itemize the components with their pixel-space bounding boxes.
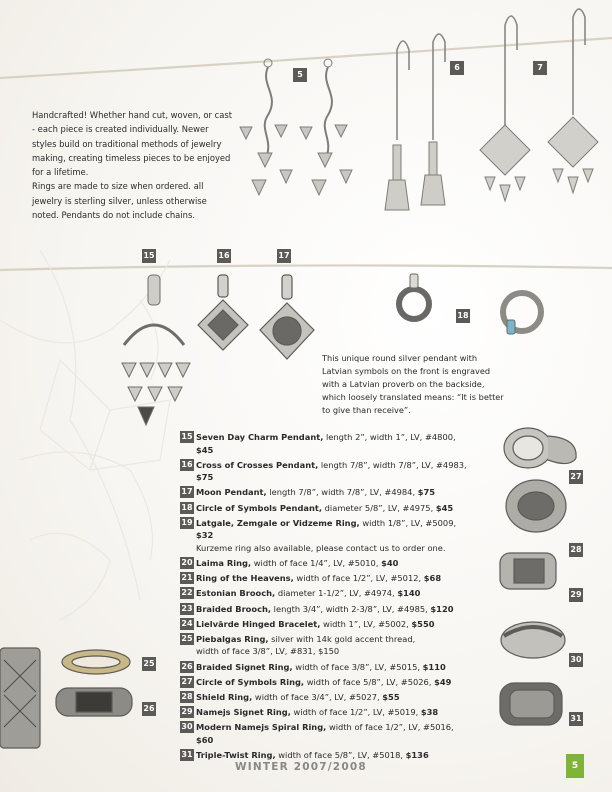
item-details: length 2”, width 1”, LV, #4800, (323, 432, 456, 442)
item-details: length 3/4”, width 2-3/8”, LV, #4985, (271, 603, 431, 614)
item-name: Braided Signet Ring, (196, 661, 293, 672)
item-entry (180, 676, 470, 689)
item-name: Latgale, Zemgale or Vidzeme Ring, (196, 517, 360, 528)
item-details: length 7/8”, width 7/8”, LV, #4983, (318, 459, 467, 470)
item-details: width of face 5/8”, LV, #5018, (275, 750, 406, 760)
item-price: $75 (196, 472, 214, 483)
ring-sizing-note: Rings are made to size when ordered. all jewelry is sterling silver, unless otherwise noted. Pendants do not include chains. (32, 181, 207, 221)
item-price: $32 (196, 530, 214, 541)
earrings-7-image (475, 5, 605, 215)
item-details: length 7/8”, width 7/8”, LV, #4984, (266, 487, 418, 498)
item-details: diameter 5/8”, LV, #4975, (322, 502, 436, 513)
catalog-season-title: WINTER 2007/2008 (235, 761, 367, 773)
item-price: $40 (381, 557, 399, 568)
item-entry (180, 749, 470, 762)
item-name: Modern Namejs Spiral Ring, (196, 722, 327, 733)
item-15-badge: 15 (142, 249, 156, 263)
item-extra-note: width of face 3/8”, LV, #831, $150 (196, 646, 340, 657)
item-entry (180, 706, 470, 719)
item-price: $140 (397, 588, 421, 599)
item-number-badge: 18 (181, 502, 193, 512)
item-details: width of face 5/8”, LV, #5026, (304, 676, 435, 687)
item-name: Ring of the Heavens, (196, 573, 294, 584)
item-details: diameter 1-1/2”, LV, #4974, (275, 588, 398, 599)
item-28-badge: 28 (569, 543, 583, 557)
item-details: width of face 1/2”, LV, #5016, (326, 722, 454, 733)
item-extra-note: Kurzeme ring also available, please contact us to order one. (196, 542, 446, 553)
item-number-badge: 28 (181, 691, 193, 701)
item-number-badge: 22 (181, 588, 193, 598)
item-price: $45 (196, 444, 214, 455)
item-list (180, 431, 470, 764)
item-name: Lielvārde Hinged Bracelet, (196, 618, 321, 629)
item-details: width 1”, LV, #5002, (320, 618, 412, 629)
item-entry (180, 618, 470, 631)
item-29-badge: 29 (569, 588, 583, 602)
item-number-badge: 26 (181, 661, 193, 671)
item-details: width of face 3/8”, LV, #5015, (292, 661, 423, 672)
item-name: Triple-Twist Ring, (196, 750, 276, 760)
item-31-badge: 31 (569, 712, 583, 726)
item-price: $136 (405, 750, 429, 760)
intro-text (32, 108, 232, 222)
item-5-badge: 5 (293, 68, 307, 82)
intro-paragraph: Handcrafted! Whether hand cut, woven, or cast - each piece is created individually. Newer styles build on traditional methods of jewelry making, creating timeless pieces to be enjoyed for a lifetime. (32, 110, 232, 178)
item-entry (180, 557, 470, 570)
item-number-badge: 20 (181, 557, 193, 567)
item-name: Braided Brooch, (196, 603, 272, 614)
earrings-6-image (375, 30, 455, 225)
item-details: silver with 14k gold accent thread, (268, 633, 416, 644)
item-number-badge: 27 (181, 676, 193, 686)
item-entry (180, 633, 470, 658)
item-17-badge: 17 (277, 249, 291, 263)
item-25-badge: 25 (142, 657, 156, 671)
item-entry (180, 431, 470, 456)
item-number-badge: 25 (181, 633, 193, 643)
item-18-badge: 18 (456, 309, 470, 323)
pendant-18-caption: This unique round silver pendant with Latvian symbols on the front is engraved with a Latvian proverb on the backside, which loosely translated means: “It is better to give than receive”. (322, 353, 504, 415)
item-number-badge: 15 (181, 432, 193, 441)
item-entry (180, 661, 470, 674)
item-number-badge: 31 (181, 750, 193, 759)
item-name: Namejs Signet Ring, (196, 707, 291, 718)
item-price: $110 (422, 661, 446, 672)
item-price: $49 (434, 676, 452, 687)
item-entry (180, 691, 470, 704)
item-name: Seven Day Charm Pendant, (196, 432, 324, 442)
item-name: Cross of Crosses Pendant, (196, 459, 319, 470)
pendant-17-image (258, 275, 318, 375)
item-entry (180, 517, 470, 555)
item-entry (180, 603, 470, 616)
page-number: 5 (566, 754, 584, 778)
item-number-badge: 16 (181, 459, 193, 469)
item-entry (180, 721, 470, 746)
item-name: Circle of Symbols Ring, (196, 676, 305, 687)
item-27-badge: 27 (569, 470, 583, 484)
item-number-badge: 30 (181, 722, 193, 732)
item-6-badge: 6 (450, 61, 464, 75)
pendant-15-image (110, 275, 200, 440)
item-number-badge: 29 (181, 707, 193, 717)
item-price: $120 (430, 603, 454, 614)
item-price: $38 (420, 707, 439, 718)
item-name: Circle of Symbols Pendant, (196, 502, 323, 513)
item-price: $55 (382, 691, 400, 702)
pendant-18-image (392, 270, 552, 350)
item-entry (180, 587, 470, 600)
item-entry (180, 486, 470, 499)
item-name: Moon Pendant, (196, 487, 267, 498)
item-number-badge: 19 (181, 517, 193, 527)
item-26-badge: 26 (142, 702, 156, 716)
item-price: $68 (423, 573, 442, 584)
item-details: width of face 1/2”, LV, #5012, (293, 573, 424, 584)
item-price: $60 (196, 734, 214, 745)
rings-column-image (498, 418, 588, 748)
item-number-badge: 17 (181, 487, 193, 497)
item-number-badge: 23 (181, 603, 193, 613)
item-name: Estonian Brooch, (196, 588, 276, 599)
item-price: $75 (417, 487, 436, 498)
item-name: Laima Ring, (196, 557, 252, 568)
item-entry (180, 502, 470, 515)
item-number-badge: 21 (181, 573, 193, 583)
item-entry (180, 572, 470, 585)
item-30-badge: 30 (569, 653, 583, 667)
bracelet-and-rings-image (0, 640, 140, 760)
item-number-badge: 24 (181, 618, 193, 628)
item-details: width of face 3/4”, LV, #5027, (252, 691, 383, 702)
item-price: $45 (435, 502, 454, 513)
item-details: width of face 1/2”, LV, #5019, (290, 707, 421, 718)
item-name: Shield Ring, (196, 691, 253, 702)
item-16-badge: 16 (217, 249, 231, 263)
pendant-16-image (196, 275, 251, 370)
item-details: width of face 1/4”, LV, #5010, (251, 557, 382, 568)
item-7-badge: 7 (533, 61, 547, 75)
item-details: width 1/8”, LV, #5009, (359, 517, 457, 528)
item-entry (180, 459, 470, 484)
item-price: $550 (411, 618, 435, 629)
item-name: Piebalgas Ring, (196, 633, 269, 644)
